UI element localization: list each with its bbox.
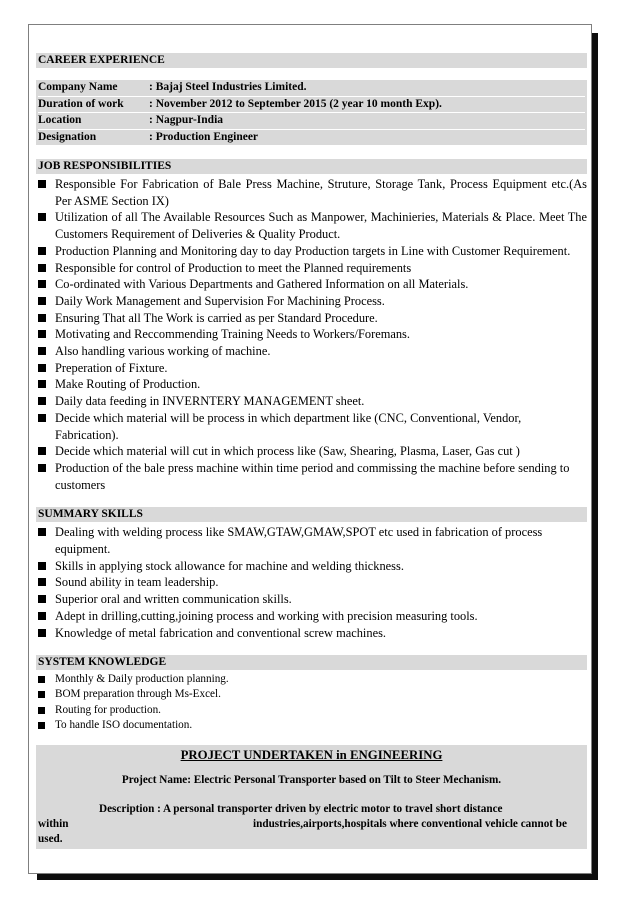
responsibilities-list — [36, 176, 587, 493]
bullet-square-icon — [38, 722, 45, 729]
list-item: Production Planning and Monitoring day to day Production targets in Line with Customer Requirement. — [36, 243, 587, 260]
list-item: BOM preparation through Ms-Excel. — [36, 687, 587, 702]
info-row-location — [38, 112, 585, 129]
bullet-square-icon — [38, 447, 46, 455]
responsibilities-heading: JOB RESPONSIBILITIES — [36, 159, 587, 174]
system-knowledge-list — [36, 672, 587, 733]
list-item: Adept in drilling,cutting,joining process and working with precision measuring tools. — [36, 608, 587, 625]
info-key: Designation — [38, 130, 97, 143]
bullet-square-icon — [38, 280, 46, 288]
bullet-square-icon — [38, 397, 46, 405]
list-item: Decide which material will be process in which department like (CNC, Conventional, Vendor, Fabrication). — [36, 410, 587, 443]
bullet-square-icon — [38, 691, 45, 698]
project-name: Project Name: Electric Personal Transporter based on Tilt to Steer Mechanism. — [121, 774, 502, 787]
list-item: Skills in applying stock allowance for machine and welding thickness. — [36, 558, 587, 575]
bullet-square-icon — [38, 528, 46, 536]
list-item: Dealing with welding process like SMAW,GTAW,GMAW,SPOT etc used in fabrication of process equipment. — [36, 524, 587, 557]
bullet-square-icon — [38, 347, 46, 355]
resume-page — [28, 24, 592, 874]
bullet-square-icon — [38, 380, 46, 388]
bullet-square-icon — [38, 562, 46, 570]
description-line-1: Description : A personal transporter driven by electric motor to travel short distance — [99, 803, 503, 816]
project-section — [36, 745, 587, 849]
description-line-2: within industries,airports,hospitals where conventional vehicle cannot be — [38, 818, 567, 831]
list-item: Also handling various working of machine. — [36, 343, 587, 360]
list-item: Routing for production. — [36, 703, 587, 718]
info-value: : Bajaj Steel Industries Limited. — [149, 81, 307, 93]
info-row-duration — [38, 96, 585, 113]
bullet-square-icon — [38, 612, 46, 620]
bullet-square-icon — [38, 707, 45, 714]
bullet-square-icon — [38, 330, 46, 338]
skills-heading: SUMMARY SKILLS — [36, 507, 587, 522]
system-knowledge-heading: SYSTEM KNOWLEDGE — [36, 655, 587, 670]
skills-list — [36, 524, 587, 641]
info-value: : November 2012 to September 2015 (2 year 10 month Exp). — [149, 97, 442, 110]
bullet-square-icon — [38, 213, 46, 221]
list-item: Superior oral and written communication skills. — [36, 591, 587, 608]
bullet-square-icon — [38, 247, 46, 255]
info-key: Location — [38, 114, 82, 126]
project-title: PROJECT UNDERTAKEN in ENGINEERING — [180, 748, 443, 763]
list-item: Monthly & Daily production planning. — [36, 672, 587, 687]
list-item: Decide which material will cut in which process like (Saw, Shearing, Plasma, Laser, Gas cut ) — [36, 443, 587, 460]
list-item: Motivating and Reccommending Training Needs to Workers/Foremans. — [36, 326, 587, 343]
description-line-3: used. — [38, 833, 63, 846]
list-item: Co-ordinated with Various Departments and Gathered Information on all Materials. — [36, 276, 587, 293]
info-row-designation — [38, 129, 585, 146]
list-item: Ensuring That all The Work is carried as per Standard Procedure. — [36, 310, 587, 327]
bullet-square-icon — [38, 297, 46, 305]
bullet-square-icon — [38, 464, 46, 472]
bullet-square-icon — [38, 676, 45, 683]
list-item: Daily data feeding in INVERNTERY MANAGEMENT sheet. — [36, 393, 587, 410]
bullet-square-icon — [38, 578, 46, 586]
list-item: Responsible For Fabrication of Bale Press Machine, Struture, Storage Tank, Process Equipment etc.(As Per ASME Section IX) — [36, 176, 587, 209]
career-heading: CAREER EXPERIENCE — [36, 53, 587, 68]
bullet-square-icon — [38, 264, 46, 272]
list-item: Make Routing of Production. — [36, 376, 587, 393]
info-key: Duration of work — [38, 97, 124, 110]
list-item: Utilization of all The Available Resources Such as Manpower, Machinieries, Materials & Place. Meet The Customers Requirement of Deliveries & Quality Product. — [36, 209, 587, 242]
bullet-square-icon — [38, 180, 46, 188]
list-item: Knowledge of metal fabrication and conventional screw machines. — [36, 625, 587, 642]
bullet-square-icon — [38, 314, 46, 322]
bullet-square-icon — [38, 629, 46, 637]
list-item: To handle ISO documentation. — [36, 718, 587, 733]
info-row-company — [38, 80, 585, 96]
list-item: Responsible for control of Production to meet the Planned requirements — [36, 260, 587, 277]
bullet-square-icon — [38, 595, 46, 603]
list-item: Preperation of Fixture. — [36, 360, 587, 377]
project-description — [38, 802, 585, 847]
info-value: : Production Engineer — [149, 130, 259, 143]
list-item: Sound ability in team leadership. — [36, 574, 587, 591]
info-key: Company Name — [38, 81, 118, 93]
info-value: : Nagpur-India — [149, 114, 224, 126]
career-info-table — [36, 80, 587, 145]
bullet-square-icon — [38, 414, 46, 422]
resume-content — [36, 53, 587, 849]
list-item: Daily Work Management and Supervision For Machining Process. — [36, 293, 587, 310]
bullet-square-icon — [38, 364, 46, 372]
list-item: Production of the bale press machine within time period and commissing the machine before sending to customers — [36, 460, 587, 493]
